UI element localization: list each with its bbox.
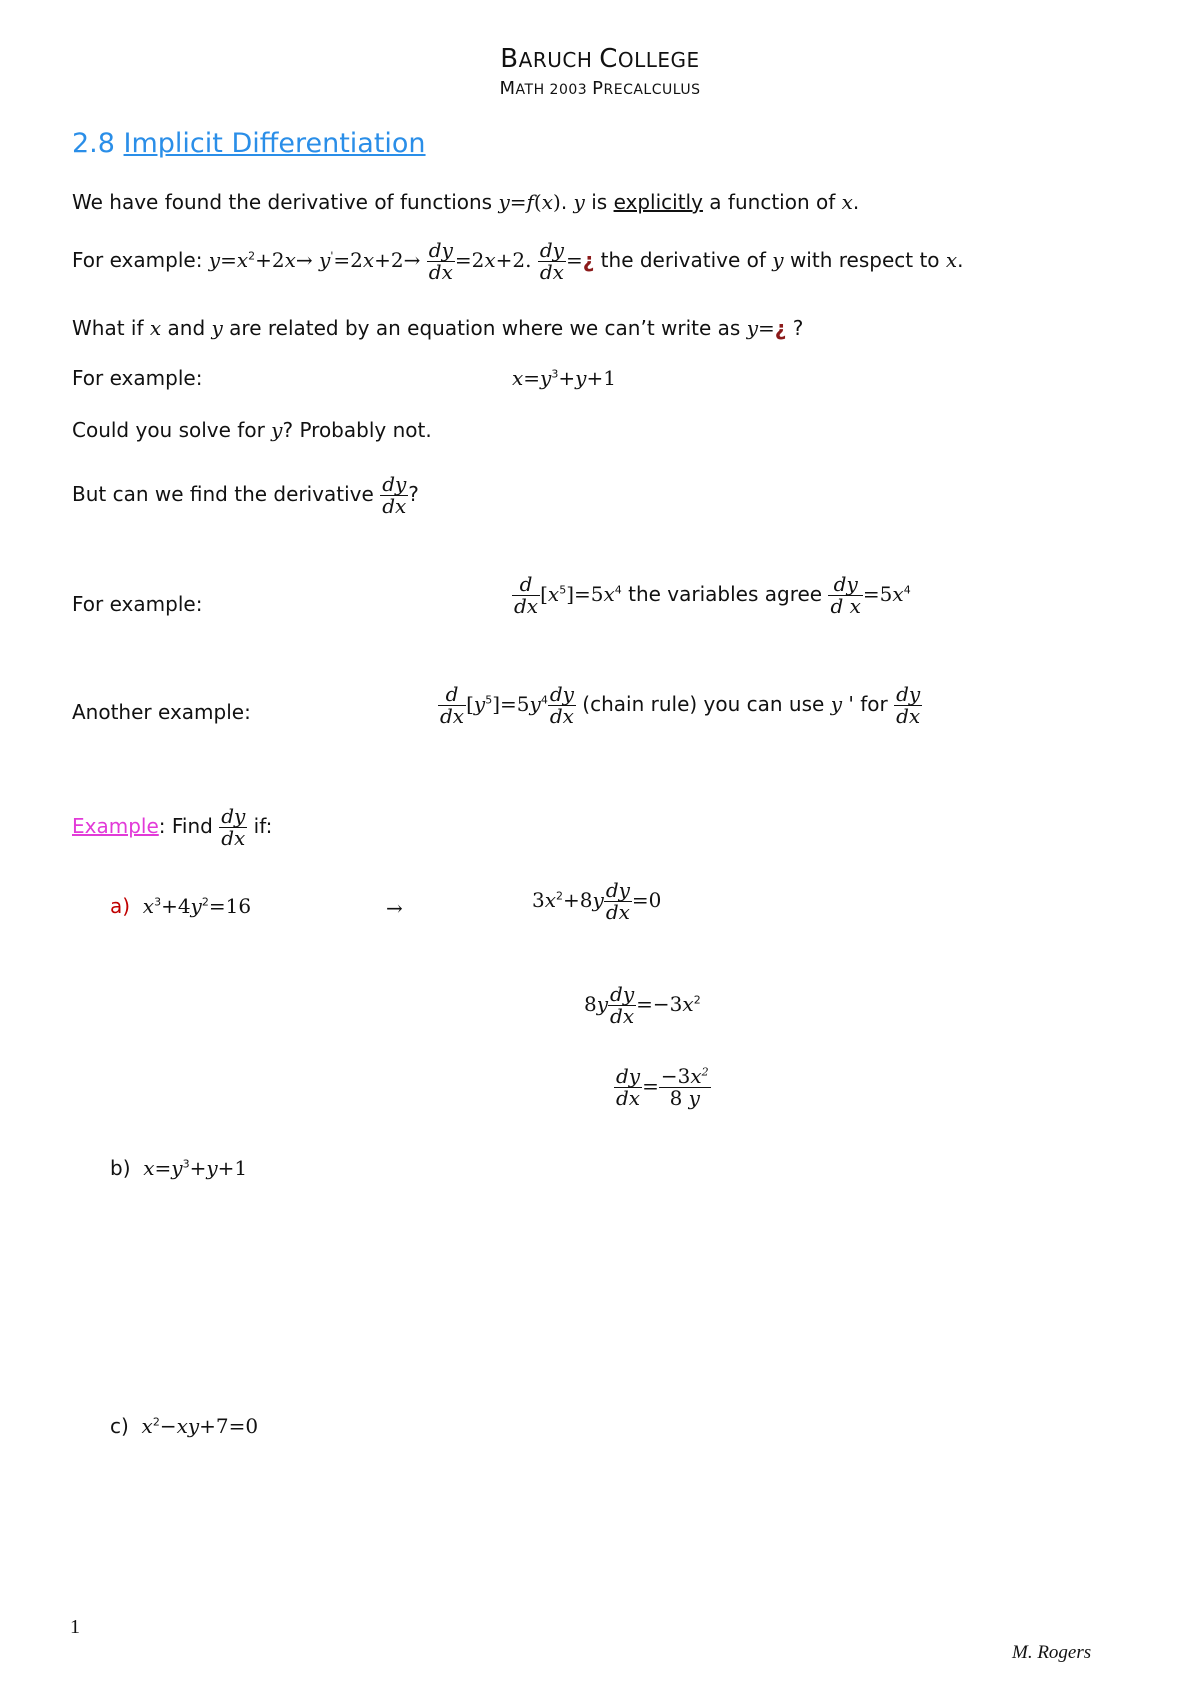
example-4-label: Another example: xyxy=(72,700,251,724)
example-3-label: For example: xyxy=(72,592,203,616)
example-1-line: For example: $y=x^2+2x\to y'=2x+2\to$ $\frac{dy}{dx}$ =2x+2. $\frac{dy}{dx}$ =¿ the derivative of y with respect to x. xyxy=(72,238,964,284)
example-4-equation: $\frac{d}{dx}$ $[y^5]=5y^4$ $\frac{dy}{dx}$ (chain rule) you can use y ' for $\frac{dy}{dx}$ xyxy=(440,682,921,728)
intro-line: We have found the derivative of functions y=f(x). y is explicitly a function of x. xyxy=(72,190,860,214)
part-a-step-1: $3x^2+8y$ $\frac{dy}{dx}$ =0 xyxy=(532,878,662,924)
author: M. Rogers xyxy=(1012,1642,1092,1663)
task-line: Example: Find $\frac{dy}{dx}$ if: xyxy=(72,804,273,850)
part-c: c) $x^2-xy+7=0$ xyxy=(110,1414,259,1438)
college-name: BARUCH COLLEGE xyxy=(500,44,700,74)
solve-line: Could you solve for y? Probably not. xyxy=(72,418,432,442)
example-2-label: For example: xyxy=(72,366,203,390)
part-a: a) $x^3+4y^2=16$ xyxy=(110,894,252,918)
arrow-symbol: → xyxy=(386,896,403,920)
part-a-step-3: $\frac{dy}{dx}$ = $\frac{-3x^2}{8 y}$ xyxy=(616,1064,709,1110)
example-3-equation: $\frac{d}{dx}$ $[x^5]=5x^4$ the variables agree $\frac{dy}{\text{d x}}$ $=5x^4$ xyxy=(514,572,911,618)
course-name: MATH 2003 PRECALCULUS xyxy=(499,78,701,99)
section-title: 2.8 Implicit Differentiation xyxy=(72,128,426,159)
question-line: What if x and y are related by an equation where we can’t write as y=¿ ? xyxy=(72,316,804,340)
part-b: b) $x=y^3+y+1$ xyxy=(110,1156,248,1180)
page-number: 1 xyxy=(70,1616,80,1638)
derivative-question: But can we find the derivative $\frac{dy}{dx}$ ? xyxy=(72,472,419,518)
part-a-step-2: 8y $\frac{dy}{dx}$ $=-3x^2$ xyxy=(584,982,701,1028)
example-2-equation: $x=y^3+y+1$ xyxy=(512,366,616,390)
